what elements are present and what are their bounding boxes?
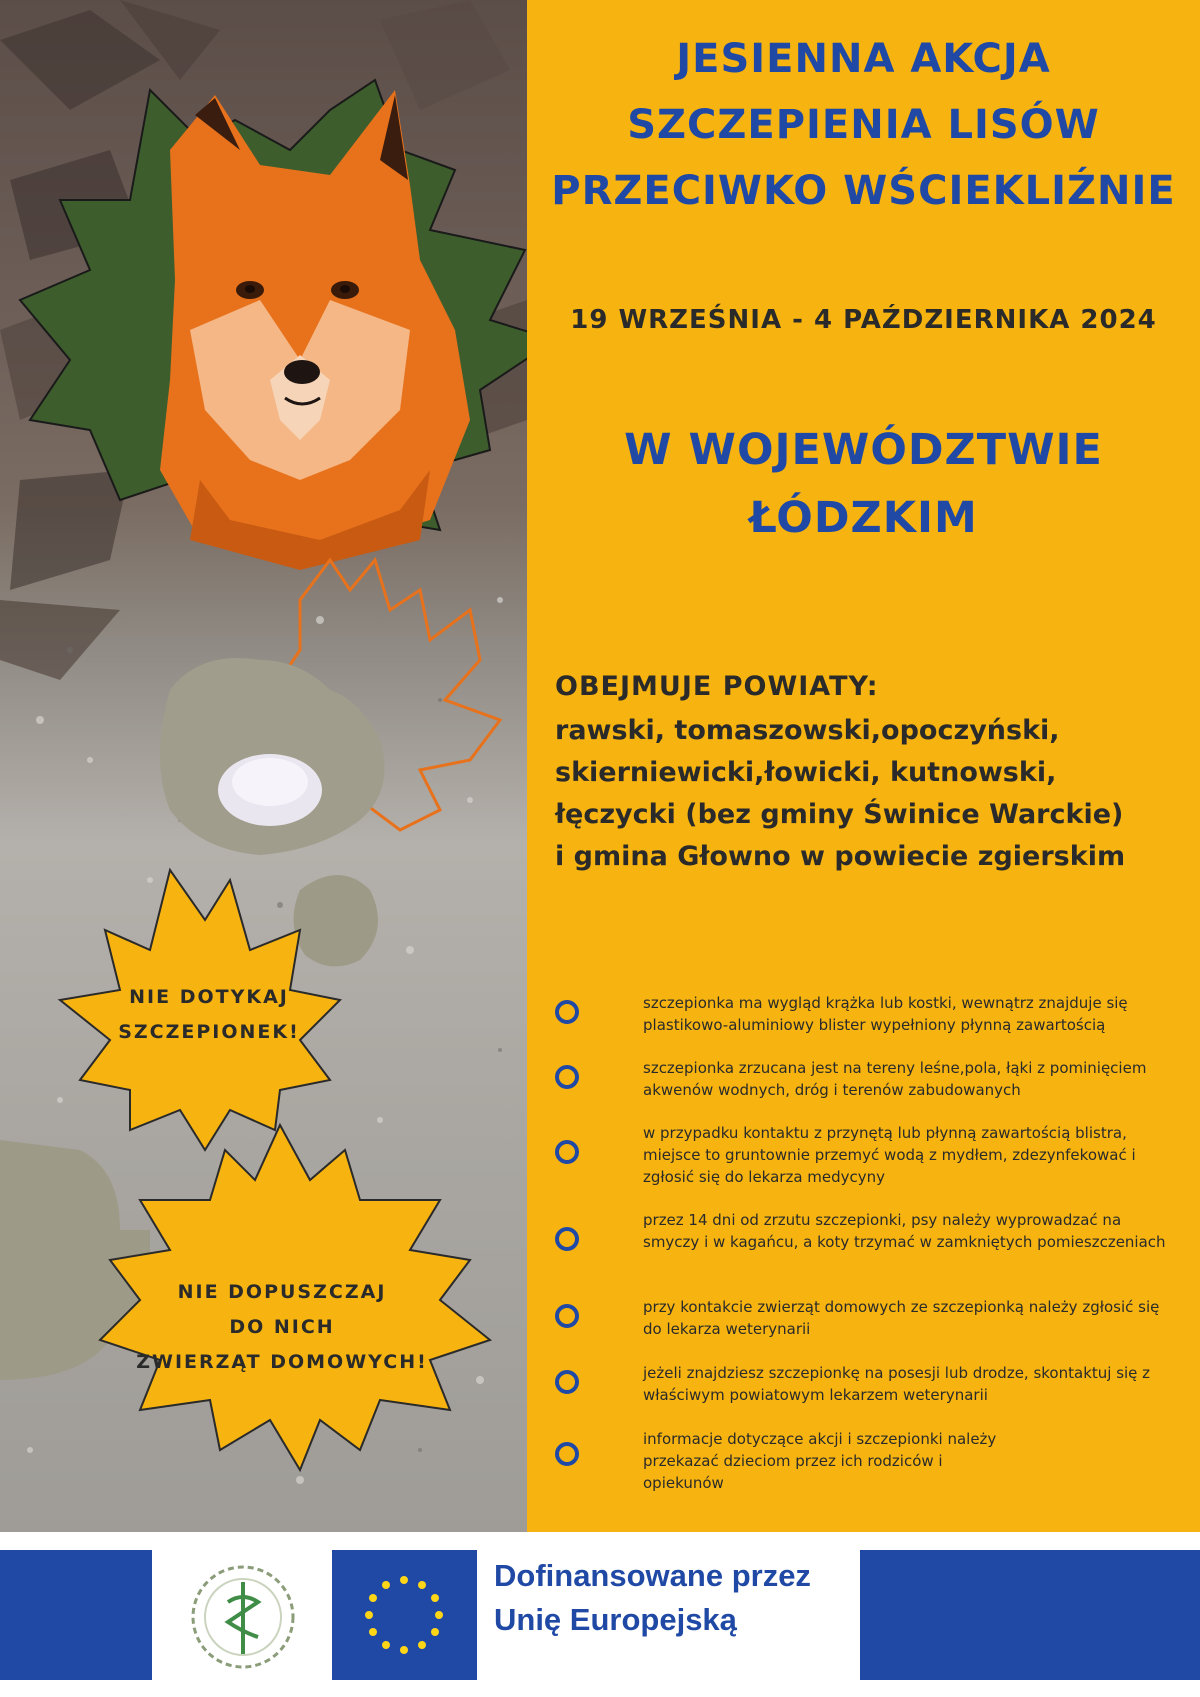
warning-text: szczepionka ma wygląd krążka lub kostki, wewnątrz znajduje się plastikowo-aluminiowy blister wypełniony płynną zawartością (643, 994, 1128, 1034)
eu-funding-text-line: Dofinansowane przez (494, 1558, 811, 1593)
info-panel (527, 0, 1200, 1532)
eu-color-strip (860, 1550, 1200, 1680)
bullet-ring-icon (555, 1227, 579, 1251)
leaf-warning-2-line: ZWIERZĄT DOMOWYCH! (136, 1351, 428, 1373)
leaf-warning-1-line: SZCZEPIONEK! (118, 1021, 300, 1043)
leaf-warning-2-line: DO NICH (229, 1316, 335, 1338)
leaf-warning-2-line: NIE DOPUSZCZAJ (177, 1281, 387, 1303)
region-line: ŁÓDZKIM (749, 493, 978, 543)
poster-title-line: JESIENNA AKCJA (676, 36, 1051, 82)
poster-title-line: SZCZEPIENIA LISÓW (627, 102, 1100, 148)
warning-text: przy kontakcie zwierząt domowych ze szczepionką należy zgłosić się do lekarza weterynarii (643, 1298, 1160, 1338)
region-line: W WOJEWÓDZTWIE (624, 425, 1103, 475)
leaf-warning-2 (132, 1275, 432, 1380)
counties-heading: OBEJMUJE POWIATY: (555, 671, 879, 702)
counties-line: rawski, tomaszowski,opoczyński, (555, 715, 1060, 746)
date-range: 19 WRZEŚNIA - 4 PAŹDZIERNIKA 2024 (570, 305, 1157, 335)
bullet-ring-icon (555, 1370, 579, 1394)
leaf-warning-1 (94, 980, 324, 1050)
leaf-warning-1-line: NIE DOTYKAJ (129, 986, 289, 1008)
warning-text: informacje dotyczące akcji i szczepionki należy przekazać dzieciom przez ich rodziców i opiekunów (643, 1430, 997, 1492)
poster-title-line: PRZECIWKO WŚCIEKLIŹNIE (551, 168, 1176, 214)
eu-funding-text-line: Unię Europejską (494, 1602, 737, 1637)
footer-banner (0, 1532, 1200, 1697)
bullet-ring-icon (555, 1140, 579, 1164)
eu-stars (332, 1550, 477, 1680)
veterinary-emblem-icon (188, 1562, 298, 1672)
vaccine-bait-icon (160, 658, 385, 855)
photo-panel (0, 0, 527, 1532)
warning-text: w przypadku kontaktu z przynętą lub płynną zawartością blistra, miejsce to gruntownie przemyć wodą z mydłem, zdezynfekować i zgłosić się do lekarza medycyny (643, 1124, 1136, 1186)
bullet-ring-icon (555, 1442, 579, 1466)
counties-line: skierniewicki,łowicki, kutnowski, (555, 757, 1057, 788)
warning-text: jeżeli znajdziesz szczepionkę na posesji lub drodze, skontaktuj się z właściwym powiatowym lekarzem weterynarii (643, 1364, 1151, 1404)
counties-line: i gmina Głowno w powiecie zgierskim (555, 841, 1126, 872)
warning-text: szczepionka zrzucana jest na tereny leśne,pola, łąki z pominięciem akwenów wodnych, dróg i terenów zabudowanych (643, 1059, 1147, 1099)
counties-line: łęczycki (bez gminy Świnice Warckie) (555, 799, 1124, 830)
bullet-ring-icon (555, 1000, 579, 1024)
bullet-ring-icon (555, 1304, 579, 1328)
warning-text: przez 14 dni od zrzutu szczepionki, psy należy wyprowadzać na smyczy i w kagańcu, a koty trzymać w zamkniętych pomieszczeniach (643, 1211, 1166, 1251)
eu-flag-icon (332, 1550, 477, 1680)
bullet-ring-icon (555, 1065, 579, 1089)
eu-color-strip (0, 1550, 152, 1680)
